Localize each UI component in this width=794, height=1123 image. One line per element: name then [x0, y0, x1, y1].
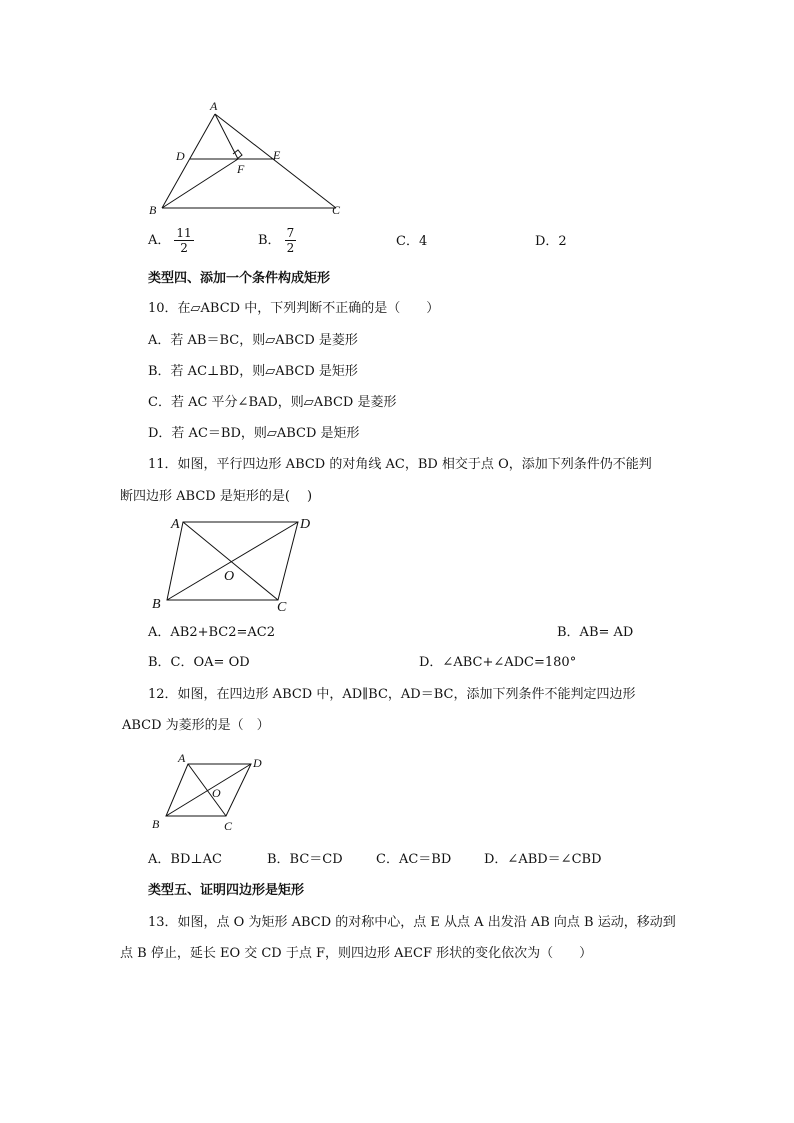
q9-option-b-prefix: B． — [258, 233, 281, 248]
fraction-7-2 — [285, 226, 297, 255]
q9-option-a — [148, 226, 194, 255]
fraction-num: 11 — [176, 226, 192, 240]
q11-option-d: D．∠ABC+∠ADC=180° — [419, 655, 577, 670]
section-heading-4: 类型四、添加一个条件构成矩形 — [148, 271, 331, 286]
q10-option-c: C．若 AC 平分∠BAD，则▱ABCD 是菱形 — [148, 395, 397, 410]
label-d: D — [253, 756, 262, 770]
label-o: O — [212, 786, 221, 800]
label-d: D — [300, 517, 311, 532]
q13-stem-line2: 点 B 停止，延长 EO 交 CD 于点 F，则四边形 AECF 形状的变化依次为（ ） — [120, 946, 593, 961]
label-c: C — [277, 600, 287, 615]
q9-option-c: C．4 — [396, 234, 428, 249]
fraction-den: 2 — [286, 241, 295, 255]
q10-option-a: A．若 AB＝BC，则▱ABCD 是菱形 — [148, 333, 358, 348]
label-d: D — [176, 149, 185, 163]
q9-option-b — [258, 226, 296, 255]
q11-option-b: B．AB= AD — [557, 625, 634, 640]
label-e: E — [273, 148, 281, 162]
fraction-11-2 — [174, 226, 193, 255]
label-c: C — [224, 819, 233, 833]
q12-option-a: A．BD⊥AC — [148, 852, 222, 867]
q9-option-d: D．2 — [535, 234, 567, 249]
q12-option-b: B．BC＝CD — [267, 852, 343, 867]
label-f: F — [237, 162, 245, 176]
section-heading-5: 类型五、证明四边形是矩形 — [148, 883, 305, 898]
q10-option-d: D．若 AC＝BD，则▱ABCD 是矩形 — [148, 426, 360, 441]
q9-option-a-prefix: A． — [148, 233, 171, 248]
label-a: A — [171, 517, 180, 532]
q12-stem-line1: 12．如图，在四边形 ABCD 中，AD∥BC，AD＝BC，添加下列条件不能判定四边形 — [148, 687, 636, 702]
figure-triangle-abc — [140, 96, 360, 224]
q12-option-c: C．AC＝BD — [376, 852, 452, 867]
figure-quadrilateral-abcd — [148, 748, 278, 836]
fraction-den: 2 — [180, 241, 188, 255]
label-b: B — [149, 203, 157, 217]
q10-stem: 10．在▱ABCD 中，下列判断不正确的是（ ） — [148, 301, 440, 316]
q11-stem-line2: 断四边形 ABCD 是矩形的是( ) — [120, 489, 313, 504]
figure-parallelogram-abcd — [148, 512, 328, 616]
label-b: B — [152, 597, 161, 612]
label-b: B — [152, 817, 160, 831]
fraction-num: 7 — [286, 226, 295, 240]
q11-option-a: A．AB2+BC2=AC2 — [148, 625, 276, 640]
label-c: C — [332, 203, 341, 217]
label-a: A — [178, 751, 186, 765]
q13-stem-line1: 13．如图，点 O 为矩形 ABCD 的对称中心，点 E 从点 A 出发沿 AB 向点 B 运动，移动到 — [148, 915, 676, 930]
q12-stem-line2: ABCD 为菱形的是（ ） — [122, 718, 270, 733]
label-o: O — [224, 569, 235, 584]
q11-stem-line1: 11．如图，平行四边形 ABCD 的对角线 AC，BD 相交于点 O，添加下列条件仍不能判 — [148, 457, 652, 472]
q11-option-c: B．C．OA= OD — [148, 655, 250, 670]
label-a: A — [210, 99, 218, 113]
q10-option-b: B．若 AC⊥BD，则▱ABCD 是矩形 — [148, 364, 358, 379]
q12-option-d: D．∠ABD＝∠CBD — [484, 852, 602, 867]
